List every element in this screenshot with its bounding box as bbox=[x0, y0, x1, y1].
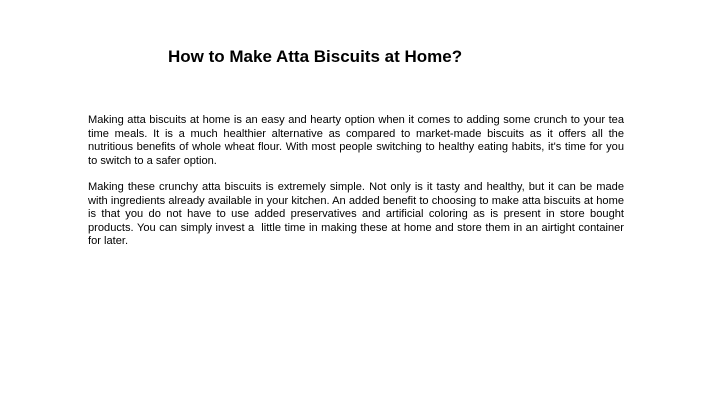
paragraph-intro: Making atta biscuits at home is an easy and hearty option when it comes to adding some crunch to your tea time meals. It is a much healthier alternative as compared to market-made biscuits as it offers all the nutritious benefits of whole wheat flour. With most people switching to healthy eating habits, it's time for you to switch to a safer option. bbox=[88, 114, 628, 167]
page-title: How to Make Atta Biscuits at Home? bbox=[168, 47, 463, 66]
body-text bbox=[88, 114, 628, 262]
paragraph-details: Making these crunchy atta biscuits is extremely simple. Not only is it tasty and healthy, but it can be made with ingredients already available in your kitchen. An added benefit to choosing to make atta biscuits at home is that you do not have to use added preservatives and artificial coloring as is present in store bought products. You can simply invest a little time in making these at home and store them in an airtight container for later. bbox=[88, 181, 628, 247]
